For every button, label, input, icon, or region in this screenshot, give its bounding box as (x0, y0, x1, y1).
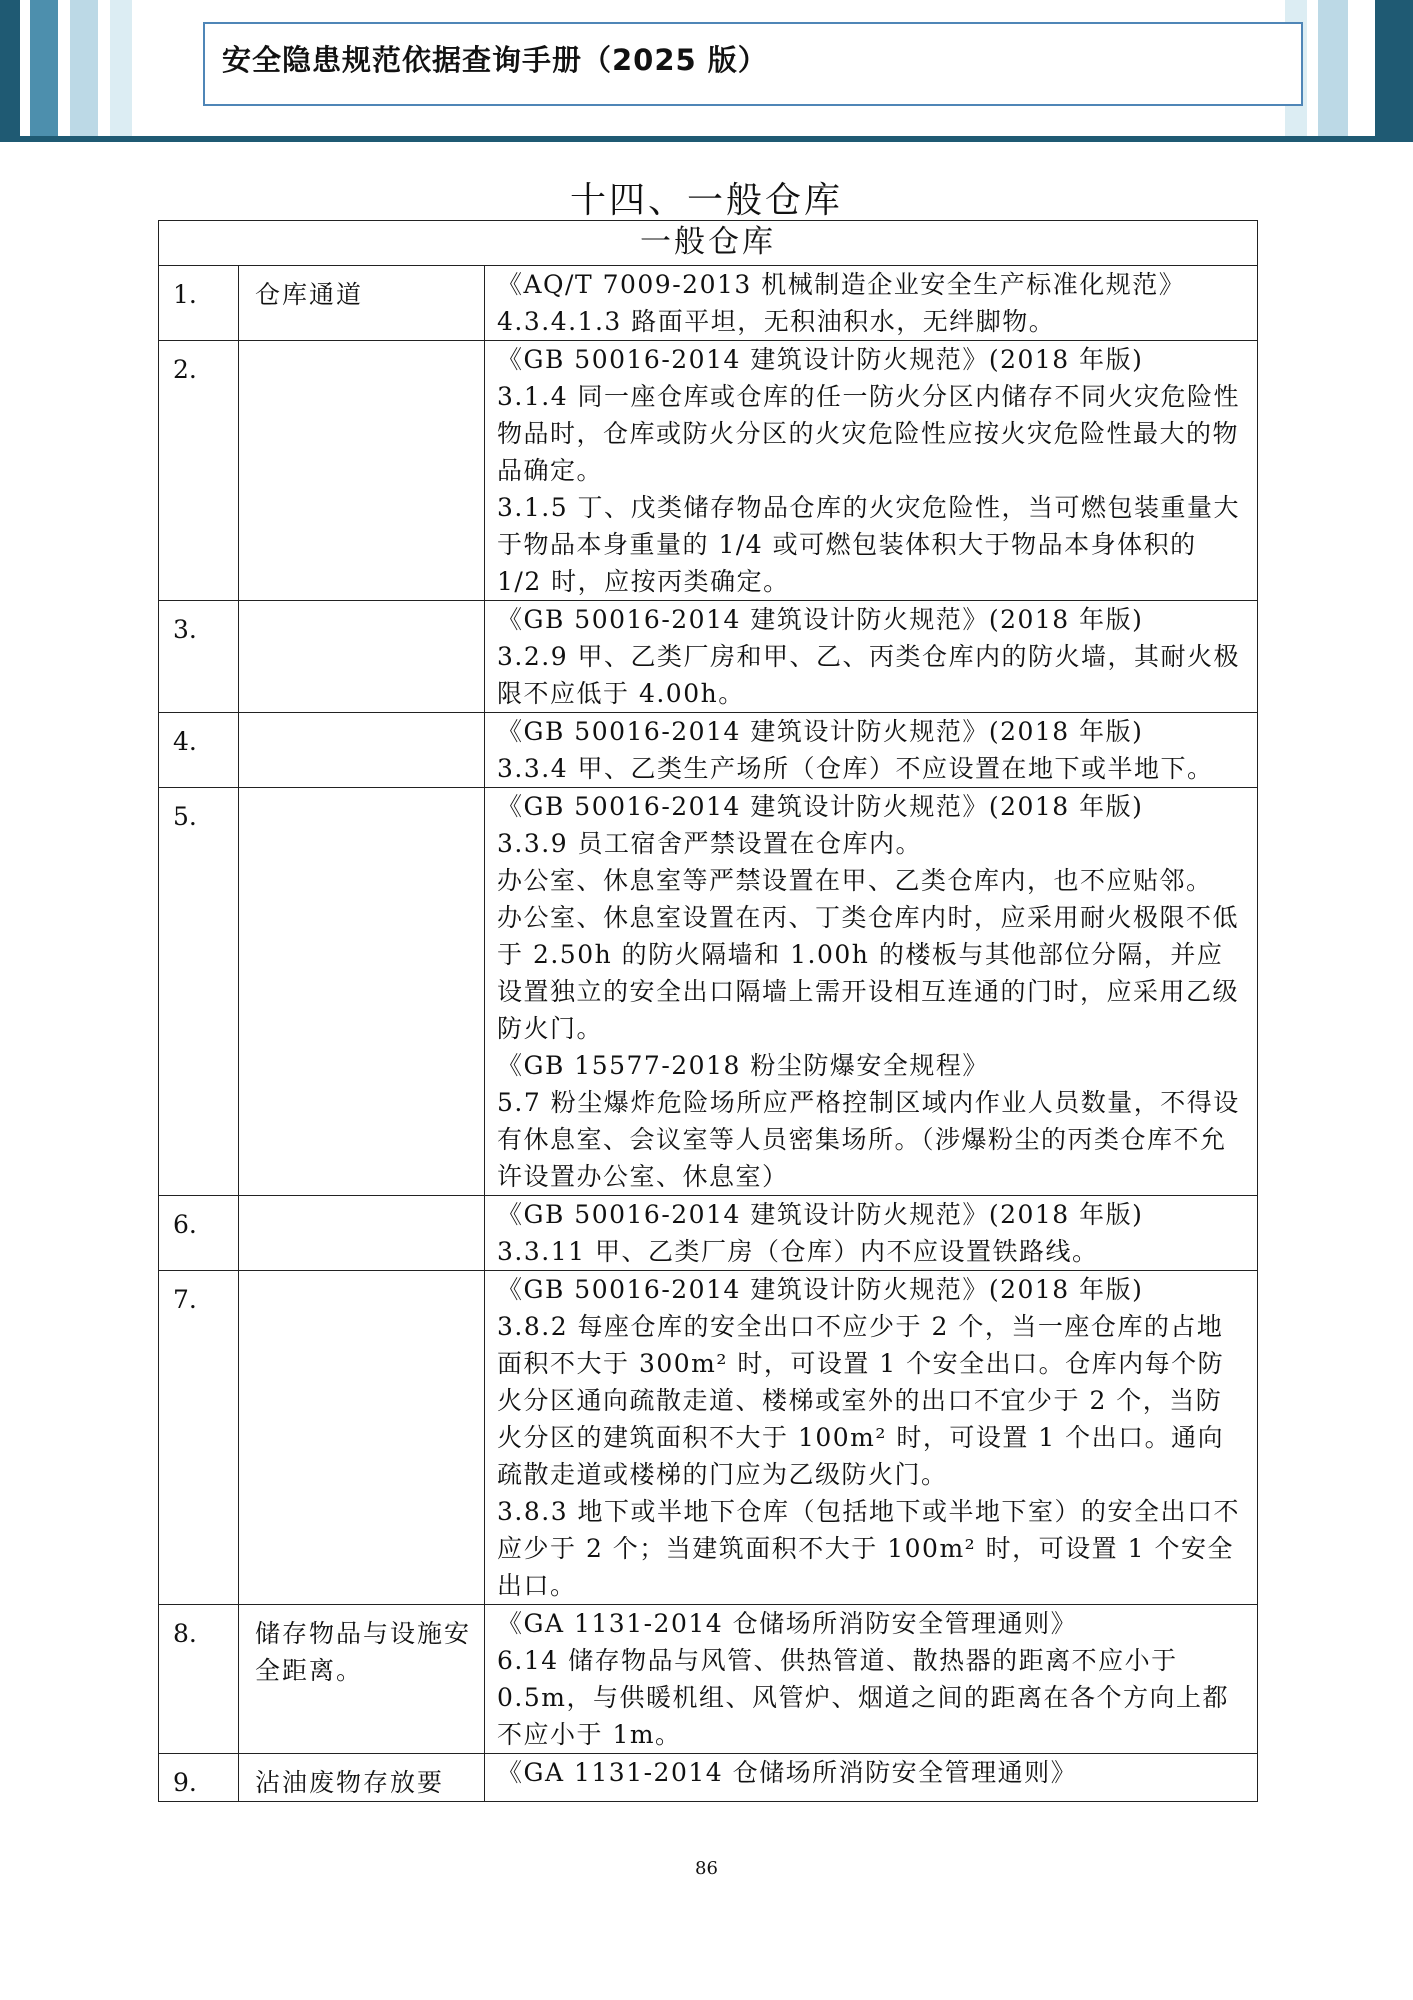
table-row (159, 266, 1258, 341)
regulation-clause: 3.8.2 每座仓库的安全出口不应少于 2 个，当一座仓库的占地面积不大于 300m² 时，可设置 1 个安全出口。仓库内每个防火分区通向疏散走道、楼梯或室外的出口不宜少于 2 个，当防火分区的建筑面积不大于 100m² 时，可设置 1 个出口。通向疏散走道或楼梯的门应为乙级防火门。 (497, 1312, 1225, 1489)
section-title: 十四、一般仓库 (569, 180, 843, 221)
table-row (159, 788, 1258, 1196)
regulation-clause: 《GA 1131-2014 仓储场所消防安全管理通则》 (497, 1609, 1078, 1638)
table-row (159, 1196, 1258, 1271)
inspection-item (239, 341, 485, 601)
row-number: 2. (159, 341, 239, 601)
row-number: 5. (159, 788, 239, 1196)
regulation-clause: 3.8.3 地下或半地下仓库（包括地下或半地下室）的安全出口不应少于 2 个；当建筑面积不大于 100m² 时，可设置 1 个安全出口。 (497, 1497, 1241, 1600)
decor-stripe-left-pale (110, 0, 132, 140)
regulation-basis (485, 1196, 1258, 1271)
inspection-item (239, 601, 485, 713)
decor-stripe-right-light (1318, 0, 1348, 140)
regulation-clause: 3.1.4 同一座仓库或仓库的任一防火分区内储存不同火灾危险性物品时，仓库或防火分区的火灾危险性应按火灾危险性最大的物品确定。 (497, 382, 1241, 485)
decor-stripe-left-mid (30, 0, 58, 140)
document-title: 安全隐患规范依据查询手册（2025 版） (222, 43, 768, 77)
row-number: 6. (159, 1196, 239, 1271)
regulation-basis (485, 788, 1258, 1196)
regulation-clause: 办公室、休息室等严禁设置在甲、乙类仓库内，也不应贴邻。 (497, 866, 1213, 895)
table-caption-row (159, 221, 1258, 266)
regulation-clause: 3.3.9 员工宿舍严禁设置在仓库内。 (497, 829, 923, 858)
regulation-clause: 3.3.11 甲、乙类厂房（仓库）内不应设置铁路线。 (497, 1237, 1099, 1266)
table-row (159, 1605, 1258, 1754)
row-number: 1. (159, 266, 239, 341)
inspection-item (239, 1196, 485, 1271)
regulation-basis (485, 713, 1258, 788)
row-number: 4. (159, 713, 239, 788)
row-number: 7. (159, 1271, 239, 1605)
inspection-item: 储存物品与设施安全距离。 (239, 1605, 485, 1754)
regulation-clause: 办公室、休息室设置在丙、丁类仓库内时，应采用耐火极限不低于 2.50h 的防火隔墙和 1.00h 的楼板与其他部位分隔，并应设置独立的安全出口隔墙上需开设相互连通的门时，应采用乙级防火门。 (497, 903, 1240, 1043)
row-number: 8. (159, 1605, 239, 1754)
regulation-clause: 3.2.9 甲、乙类厂房和甲、乙、丙类仓库内的防火墙，其耐火极限不应低于 4.00h。 (497, 642, 1241, 708)
regulation-clause: 《GB 15577-2018 粉尘防爆安全规程》 (497, 1051, 989, 1080)
regulation-clause: 《GA 1131-2014 仓储场所消防安全管理通则》 (497, 1758, 1078, 1787)
regulation-clause: 3.1.5 丁、戊类储存物品仓库的火灾危险性，当可燃包装重量大于物品本身重量的 1/4 或可燃包装体积大于物品本身体积的 1/2 时，应按丙类确定。 (497, 493, 1241, 596)
regulation-clause: 《GB 50016-2014 建筑设计防火规范》(2018 年版) (497, 792, 1144, 821)
header-divider-bar (0, 136, 1413, 142)
regulation-clause: 《GB 50016-2014 建筑设计防火规范》(2018 年版) (497, 717, 1144, 746)
regulation-clause: 《GB 50016-2014 建筑设计防火规范》(2018 年版) (497, 1200, 1144, 1229)
regulation-clause: 6.14 储存物品与风管、供热管道、散热器的距离不应小于 0.5m，与供暖机组、风管炉、烟道之间的距离在各个方向上都不应小于 1m。 (497, 1646, 1229, 1749)
regulation-clause: 《GB 50016-2014 建筑设计防火规范》(2018 年版) (497, 605, 1144, 634)
regulation-basis (485, 266, 1258, 341)
regulation-clause: 3.3.4 甲、乙类生产场所（仓库）不应设置在地下或半地下。 (497, 754, 1214, 783)
decor-stripe-left-dark (0, 0, 20, 140)
regulation-basis (485, 1271, 1258, 1605)
regulation-basis (485, 1754, 1258, 1802)
decor-stripe-left-light (70, 0, 98, 140)
regulation-basis (485, 341, 1258, 601)
row-number: 3. (159, 601, 239, 713)
page-number: 86 (695, 1858, 718, 1879)
inspection-item: 沾油废物存放要 (239, 1754, 485, 1802)
regulation-basis (485, 601, 1258, 713)
regulation-clause: 《GB 50016-2014 建筑设计防火规范》(2018 年版) (497, 345, 1144, 374)
regulation-table (158, 220, 1258, 1802)
inspection-item: 仓库通道 (239, 266, 485, 341)
inspection-item (239, 788, 485, 1196)
row-number: 9. (159, 1754, 239, 1802)
regulation-basis (485, 1605, 1258, 1754)
table-row (159, 1754, 1258, 1802)
inspection-item (239, 1271, 485, 1605)
table-caption: 一般仓库 (159, 221, 1258, 266)
decor-stripe-right-dark (1375, 0, 1413, 140)
inspection-item (239, 713, 485, 788)
regulation-clause: 《AQ/T 7009-2013 机械制造企业安全生产标准化规范》 (497, 270, 1186, 299)
table-row (159, 601, 1258, 713)
regulation-clause: 4.3.4.1.3 路面平坦，无积油积水，无绊脚物。 (497, 307, 1056, 336)
table-row (159, 713, 1258, 788)
table-row (159, 1271, 1258, 1605)
regulation-clause: 5.7 粉尘爆炸危险场所应严格控制区域内作业人员数量，不得设有休息室、会议室等人员密集场所。（涉爆粉尘的丙类仓库不允许设置办公室、休息室） (497, 1088, 1240, 1191)
table-row (159, 341, 1258, 601)
regulation-clause: 《GB 50016-2014 建筑设计防火规范》(2018 年版) (497, 1275, 1144, 1304)
